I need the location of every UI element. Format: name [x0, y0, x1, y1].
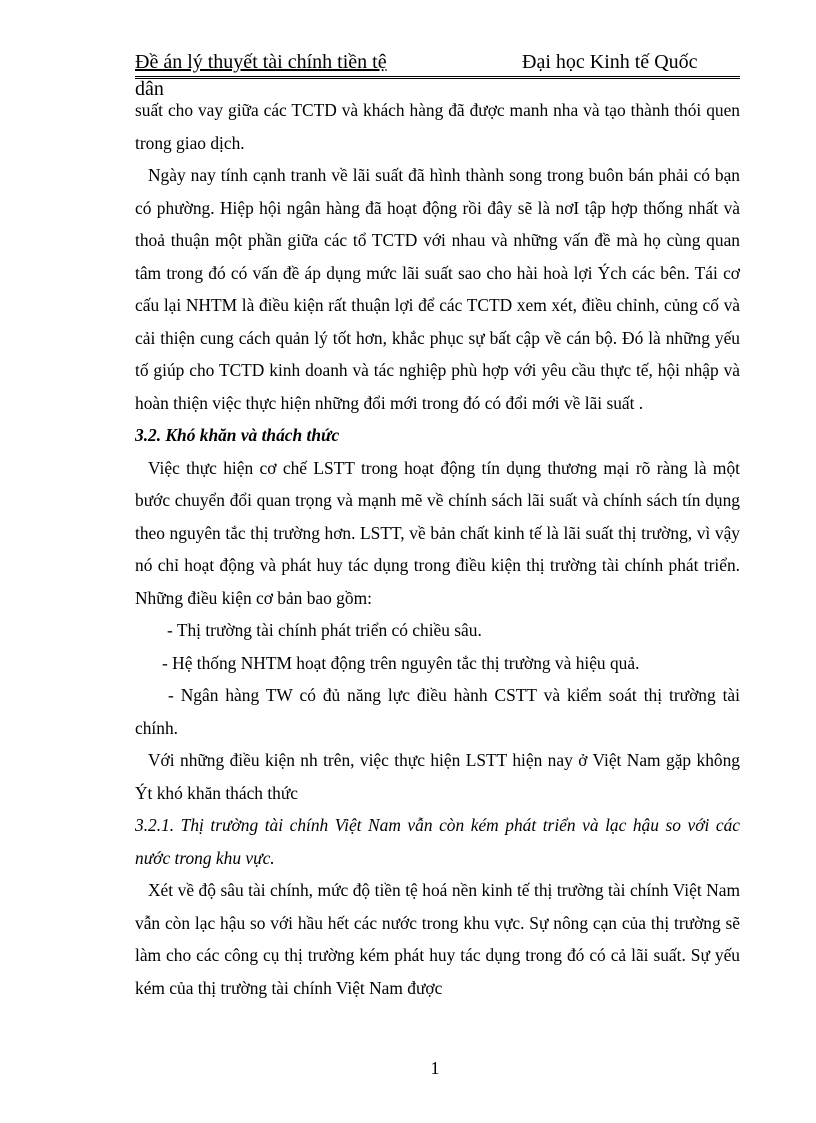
header-title-right: Đại học Kinh tế Quốc	[522, 51, 698, 73]
page-header	[135, 50, 740, 79]
paragraph: Với những điều kiện nh trên, việc thực hiện LSTT hiện nay ở Việt Nam gặp không Ýt khó khăn thách thức	[135, 750, 740, 803]
paragraph: Ngày nay tính cạnh tranh về lãi suất đã hình thành song trong buôn bán phải có bạn có phường. Hiệp hội ngân hàng đã hoạt động rồi đây sẽ là nơI tập hợp thống nhất và thoả thuận một phần giữa các tổ TCTD với nhau và những vấn đề mà họ cùng quan tâm trong đó có vấn đề áp dụng mức lãi suất sao cho hài hoà lợi Ých các bên. Tái cơ cấu lại NHTM là điều kiện rất thuận lợi để các TCTD xem xét, điều chỉnh, củng cố và cải thiện cung cách quản lý tốt hơn, khắc phục sự bất cập về cán bộ. Đó là những yếu tố giúp cho TCTD kinh doanh và tác nghiệp phù hợp với yêu cầu thực tế, hội nhập và hoàn thiện việc thực hiện những đổi mới trong đó có đổi mới về lãi suất .	[135, 165, 740, 413]
header-title-wrap: dân	[135, 78, 164, 100]
list-item: - Thị trường tài chính phát triển có chiều sâu.	[167, 620, 482, 640]
list-item: - Hệ thống NHTM hoạt động trên nguyên tắc thị trường và hiệu quả.	[162, 652, 640, 673]
list-item: - Ngân hàng TW có đủ năng lực điều hành CSTT và kiểm soát thị trường tài chính.	[135, 685, 740, 738]
section-heading: 3.2. Khó khăn và thách thức	[135, 425, 340, 445]
subsection-heading: 3.2.1. Thị trường tài chính Việt Nam vẫn còn kém phát triển và lạc hậu so với các nước trong khu vực.	[135, 815, 740, 868]
paragraph: suất cho vay giữa các TCTD và khách hàng đã được manh nha và tạo thành thói quen trong giao dịch.	[135, 100, 740, 153]
page-number: 1	[430, 1058, 440, 1078]
paragraph: Xét về độ sâu tài chính, mức độ tiền tệ hoá nền kinh tế thị trường tài chính Việt Nam vẫn còn lạc hậu so với hầu hết các nước trong khu vực. Sự nông cạn của thị trường sẽ làm cho các công cụ thị trường kém phát huy tác dụng trong đó có cả lãi suất. Sự yếu kém của thị trường tài chính Việt Nam được	[135, 880, 740, 998]
paragraph: Việc thực hiện cơ chế LSTT trong hoạt động tín dụng thương mại rõ ràng là một bước chuyển đổi quan trọng và mạnh mẽ về chính sách lãi suất và chính sách tín dụng theo nguyên tắc thị trường hơn. LSTT, về bản chất kinh tế là lãi suất thị trường, vì vậy nó chỉ hoạt động và phát huy tác dụng trong điều kiện thị trường tài chính phát triển. Những điều kiện cơ bản bao gồm:	[135, 457, 740, 608]
document-body	[135, 94, 740, 1004]
header-title-left: Đề án lý thuyết tài chính tiền tệ	[135, 51, 387, 73]
